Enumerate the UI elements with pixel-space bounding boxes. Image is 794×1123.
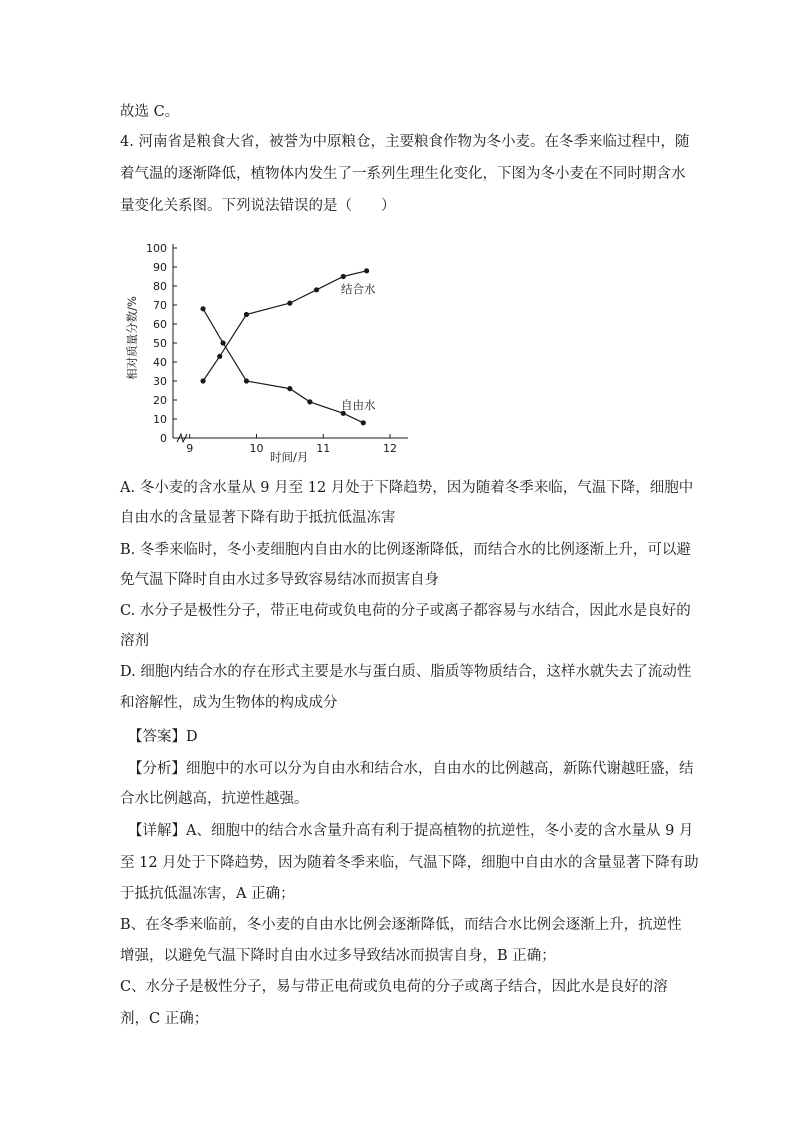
y-axis-label: 相对质量分数/% <box>125 296 139 380</box>
question-stem-line-2: 着气温的逐渐降低，植物体内发生了一系列生理生化变化，下图为冬小麦在不同时期含水 <box>120 166 686 182</box>
data-point <box>361 420 366 425</box>
answer-line: 【答案】D <box>128 729 198 745</box>
detail-line-7: 剂，C 正确； <box>120 1011 209 1027</box>
y-tick-label: 10 <box>153 413 167 426</box>
x-tick-label: 12 <box>383 442 397 455</box>
y-tick-label: 40 <box>153 356 167 369</box>
data-point <box>244 378 249 383</box>
detail-line-6: C、水分子是极性分子，易与带正电荷或负电荷的分子或离子结合，因此水是良好的溶 <box>120 979 668 995</box>
option-b-line-1: B. 冬季来临时，冬小麦细胞内自由水的比例逐渐降低，而结合水的比例逐渐上升，可以避 <box>120 542 691 558</box>
question-stem-line-3: 量变化关系图。下列说法错误的是（ ） <box>120 198 396 214</box>
data-point <box>217 354 222 359</box>
detail-line-4: B、在冬季来临前，冬小麦的自由水比例会逐渐降低，而结合水比例会逐渐上升，抗逆性 <box>120 917 682 933</box>
detail-line-1: 【详解】A、细胞中的结合水含量升高有利于提高植物的抗逆性，冬小麦的含水量从 9 月 <box>128 823 694 839</box>
data-point <box>341 274 346 279</box>
prev-answer-line: 故选 C。 <box>120 104 180 120</box>
option-d-line-2: 和溶解性，成为生物体的构成成分 <box>120 695 338 711</box>
analysis-line-1: 【分析】细胞中的水可以分为自由水和结合水，自由水的比例越高，新陈代谢越旺盛，结 <box>128 761 694 777</box>
y-tick-label: 80 <box>153 280 167 293</box>
y-tick-label: 50 <box>153 337 167 350</box>
option-a-line-1: A. 冬小麦的含水量从 9 月至 12 月处于下降趋势，因为随着冬季来临，气温下降，细胞中 <box>120 480 694 496</box>
option-d-line-1: D. 细胞内结合水的存在形式主要是水与蛋白质、脂质等物质结合，这样水就失去了流动性 <box>120 664 692 680</box>
y-ticks <box>146 242 177 445</box>
y-tick-label: 0 <box>160 432 167 445</box>
detail-line-2: 至 12 月处于下降趋势，因为随着冬季来临，气温下降，细胞中自由水的含量显著下降有助 <box>120 855 699 871</box>
data-point <box>287 386 292 391</box>
x-tick-label: 11 <box>316 442 331 455</box>
y-tick-label: 70 <box>153 299 167 312</box>
data-point <box>364 268 369 273</box>
option-a-line-2: 自由水的含量显著下降有助于抵抗低温冻害 <box>120 510 396 526</box>
x-tick-label: 10 <box>249 442 264 455</box>
y-tick-label: 20 <box>153 394 167 407</box>
detail-line-5: 增强，以避免气温下降时自由水过多导致结冰而损害自身，B 正确； <box>120 948 556 964</box>
series-label-free-water: 自由水 <box>341 398 376 412</box>
data-point <box>200 306 205 311</box>
data-point <box>307 399 312 404</box>
series-line-1 <box>203 309 363 423</box>
option-c-line-2: 溶剂 <box>120 633 149 649</box>
option-b-line-2: 免气温下降时自由水过多导致容易结冰而损害自身 <box>120 572 439 588</box>
y-tick-label: 60 <box>153 318 167 331</box>
chart-axes <box>173 244 408 442</box>
x-tick-label: 9 <box>186 442 194 455</box>
data-point <box>314 287 319 292</box>
question-stem-line-1: 4. 河南省是粮食大省，被誉为中原粮仓，主要粮食作物为冬小麦。在冬季来临过程中，随 <box>120 134 690 150</box>
y-tick-label: 90 <box>153 261 167 274</box>
y-tick-label: 100 <box>146 242 167 255</box>
axis-break-mark <box>177 434 187 442</box>
series-label-bound-water: 结合水 <box>341 282 376 296</box>
x-axis-label: 时间/月 <box>270 450 309 464</box>
data-point <box>200 378 205 383</box>
data-point <box>244 312 249 317</box>
data-point <box>287 301 292 306</box>
analysis-line-2: 合水比例越高，抗逆性越强。 <box>120 791 309 807</box>
data-point <box>220 340 225 345</box>
y-tick-label: 30 <box>153 375 167 388</box>
option-c-line-1: C. 水分子是极性分子，带正电荷或负电荷的分子或离子都容易与水结合，因此水是良好的 <box>120 603 691 619</box>
detail-line-3: 于抵抗低温冻害，A 正确； <box>120 886 295 902</box>
water-content-chart <box>118 236 418 466</box>
